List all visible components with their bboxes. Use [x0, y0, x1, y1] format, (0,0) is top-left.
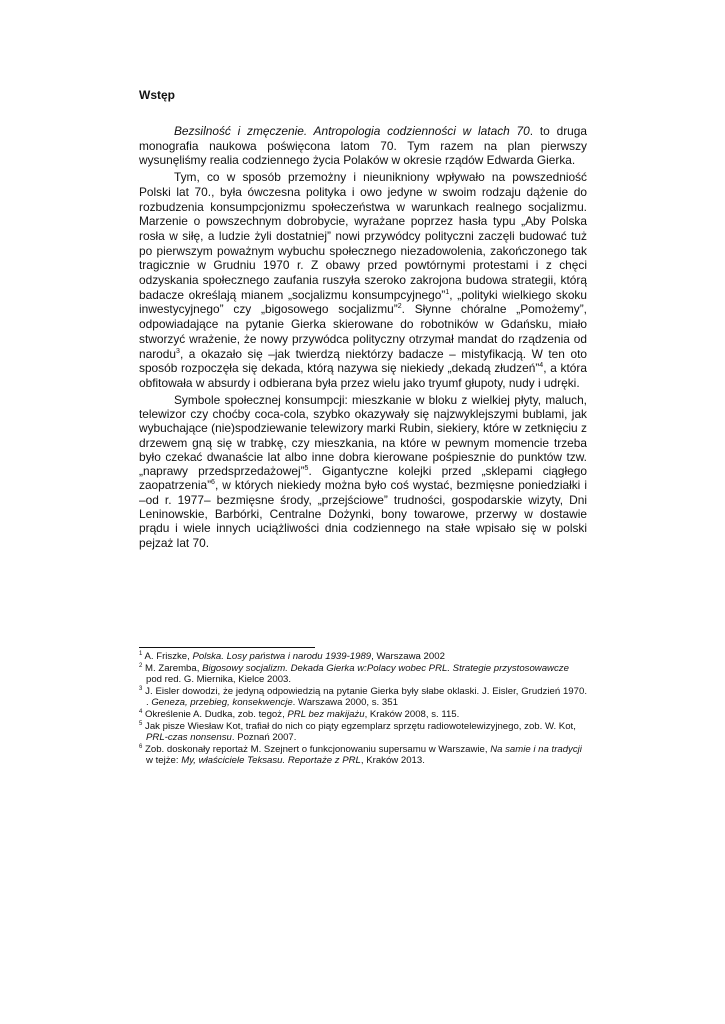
- text-run: . Poznań 2007.: [231, 732, 297, 744]
- text-run: , Warszawa 2002: [371, 651, 445, 662]
- text-run: . Gigantyczne kolejki przed „sklepami ciągłego zaopatrzenia”: [139, 464, 587, 493]
- italic-text: Bigosowy socjalizm. Dekada Gierka w:Polacy wobec PRL. Strategie przystosowawcze: [202, 662, 569, 674]
- footnote: [139, 721, 587, 744]
- paragraph: [139, 170, 587, 391]
- body-text: [139, 124, 587, 552]
- text-run: Tym, co w sposób przemożny i nieunikniony wpływało na powszedniość Polski lat 70., była ówczesna polityka i owo jedyne w swoim rodzaju dążenie do rozbudzenia konsumpcjonizmu społeczeństwa w warunkach realnego socjalizmu. Marzenie o powszechnym dobrobycie, wyrażane poprzez hasła typu „Aby Polska rosła w siłę, a ludzie żyli dostatniej” nowi przywódcy polityczni zaczęli budować tuż po pierwszym poważnym wybuchu społecznego niezadowolenia, zakończonego tak tragicznie w Grudniu 1970 r. Z obawy przed powtórnymi protestami i z chęci odzyskania społecznego zaufania ruszyła szeroko zakrojona budowa strategii, którą badacze określają mianem „socjalizmu konsumpcyjnego”: [139, 170, 587, 302]
- paragraph: [139, 124, 587, 168]
- text-run: J. Eisler dowodzi, że jedyną odpowiedzią na pytanie Gierka były słabe oklaski. J. Eisler, Grudzień 1970. .: [145, 685, 587, 709]
- italic-text: Geneza, przebieg, konsekwencje: [151, 697, 293, 709]
- text-run: , Kraków 2013.: [360, 755, 425, 767]
- italic-text: Polska. Losy państwa i narodu 1939-1989: [192, 651, 372, 662]
- italic-text: PRL bez makijażu: [287, 708, 365, 720]
- footnote: [139, 686, 587, 709]
- text-run: w tejże:: [146, 755, 182, 767]
- italic-text: PRL-czas nonsensu: [146, 732, 232, 744]
- italic-text: Na samie i na tradycji: [490, 743, 582, 755]
- footnote: [139, 663, 587, 686]
- footnote-ref: 5: [304, 465, 309, 473]
- text-run: , Kraków 2008, s. 115.: [364, 708, 460, 720]
- text-run: , w których niekiedy można było coś wystać, bezmięsne poniedziałki i –od r. 1977– bezmięsne środy, „przejściowe” trudności, gospodarskie wizyty, Dni Leninowskie, Barbórki, Centralne Dożynki, bony towarowe, przerwy w dostawie prądu i wiele innych uciążliwości dnia codziennego na stałe wpisało się w polski pejzaż lat 70.: [139, 478, 587, 550]
- text-run: Określenie A. Dudka, zob. tegoż,: [145, 708, 288, 720]
- text-run: Jak pisze Wiesław Kot, trafiał do nich co piąty egzemplarz sprzętu radiowotelewizyjnego, zob. W. Kot,: [145, 720, 576, 732]
- footnote: [139, 709, 587, 720]
- footnote-number: 4: [139, 708, 143, 715]
- footnote-separator: [139, 647, 315, 648]
- text-run: M. Zaremba,: [145, 662, 203, 674]
- footnotes: [139, 651, 587, 767]
- section-heading: Wstęp: [139, 88, 175, 102]
- footnote: [139, 744, 587, 767]
- footnote: [139, 651, 587, 662]
- footnote-number: 5: [139, 720, 143, 727]
- text-run: A. Friszke,: [144, 651, 193, 662]
- footnote-ref: 2: [397, 303, 402, 311]
- text-run: . Warszawa 2000, s. 351: [292, 697, 398, 709]
- footnote-ref: 3: [176, 347, 180, 355]
- text-run: . to druga monografia naukowa poświęcona latom 70. Tym razem na plan pierwszy wysunęliśmy realia codziennego życia Polaków w okresie rządów Edwarda Gierka.: [139, 124, 587, 168]
- footnote-number: 3: [139, 685, 143, 692]
- text-run: , a okazało się –jak twierdzą niektórzy badacze – mistyfikacją. W ten oto sposób rozpoczęła się dekada, którą nazywa się niekiedy „dekadą złudzeń”: [139, 346, 587, 376]
- footnote-number: 2: [139, 662, 143, 669]
- text-run: Symbole społecznej konsumpcji: mieszkanie w bloku z wielkiej płyty, maluch, telewizor czy choćby coca-cola, szybko okazywały się najzwyklejszymi bublami, jak wybuchające (nie)spodziewanie telewizory marki Rubin, siekiery, które w zetknięciu z drzewem gną się w trabkę, czy mieszkania, na które w pewnym momencie trzeba było czekać dwanaście lat albo inne dobra kierowane pośpiesznie do punktów tzw. „naprawy przedsprzedażowej”: [139, 392, 587, 479]
- text-run: Zob. doskonały reportaż M. Szejnert o funkcjonowaniu supersamu w Warszawie,: [145, 743, 491, 755]
- text-run: . Słynne chóralne „Pomożemy”, odpowiadające na pytanie Gierka skierowane do robotników w Gdańsku, miało stworzyć wrażenie, że nowy przywódca polityczny otrzymał mandat do rządzenia od narodu: [139, 302, 587, 361]
- footnote-number: 6: [139, 743, 143, 750]
- footnote-ref: 1: [445, 288, 450, 296]
- footnote-ref: 4: [539, 362, 544, 370]
- footnote-number: 1: [139, 650, 143, 657]
- text-run: pod red. G. Miernika, Kielce 2003.: [146, 674, 292, 686]
- italic-text: Bezsilność i zmęczenie. Antropologia codzienności w latach 70: [174, 124, 530, 138]
- text-run: , „polityki wielkiego skoku inwestycyjnego” czy „bigosowego socjalizmu”: [139, 287, 587, 317]
- paragraph: [139, 393, 587, 550]
- italic-text: My, właściciele Teksasu. Reportaże z PRL: [181, 755, 361, 767]
- footnote-ref: 6: [211, 479, 215, 487]
- text-run: , a która obfitowała w absurdy i odbierana była przez wielu jako tryumf głupoty, nudy i udręki.: [139, 361, 587, 390]
